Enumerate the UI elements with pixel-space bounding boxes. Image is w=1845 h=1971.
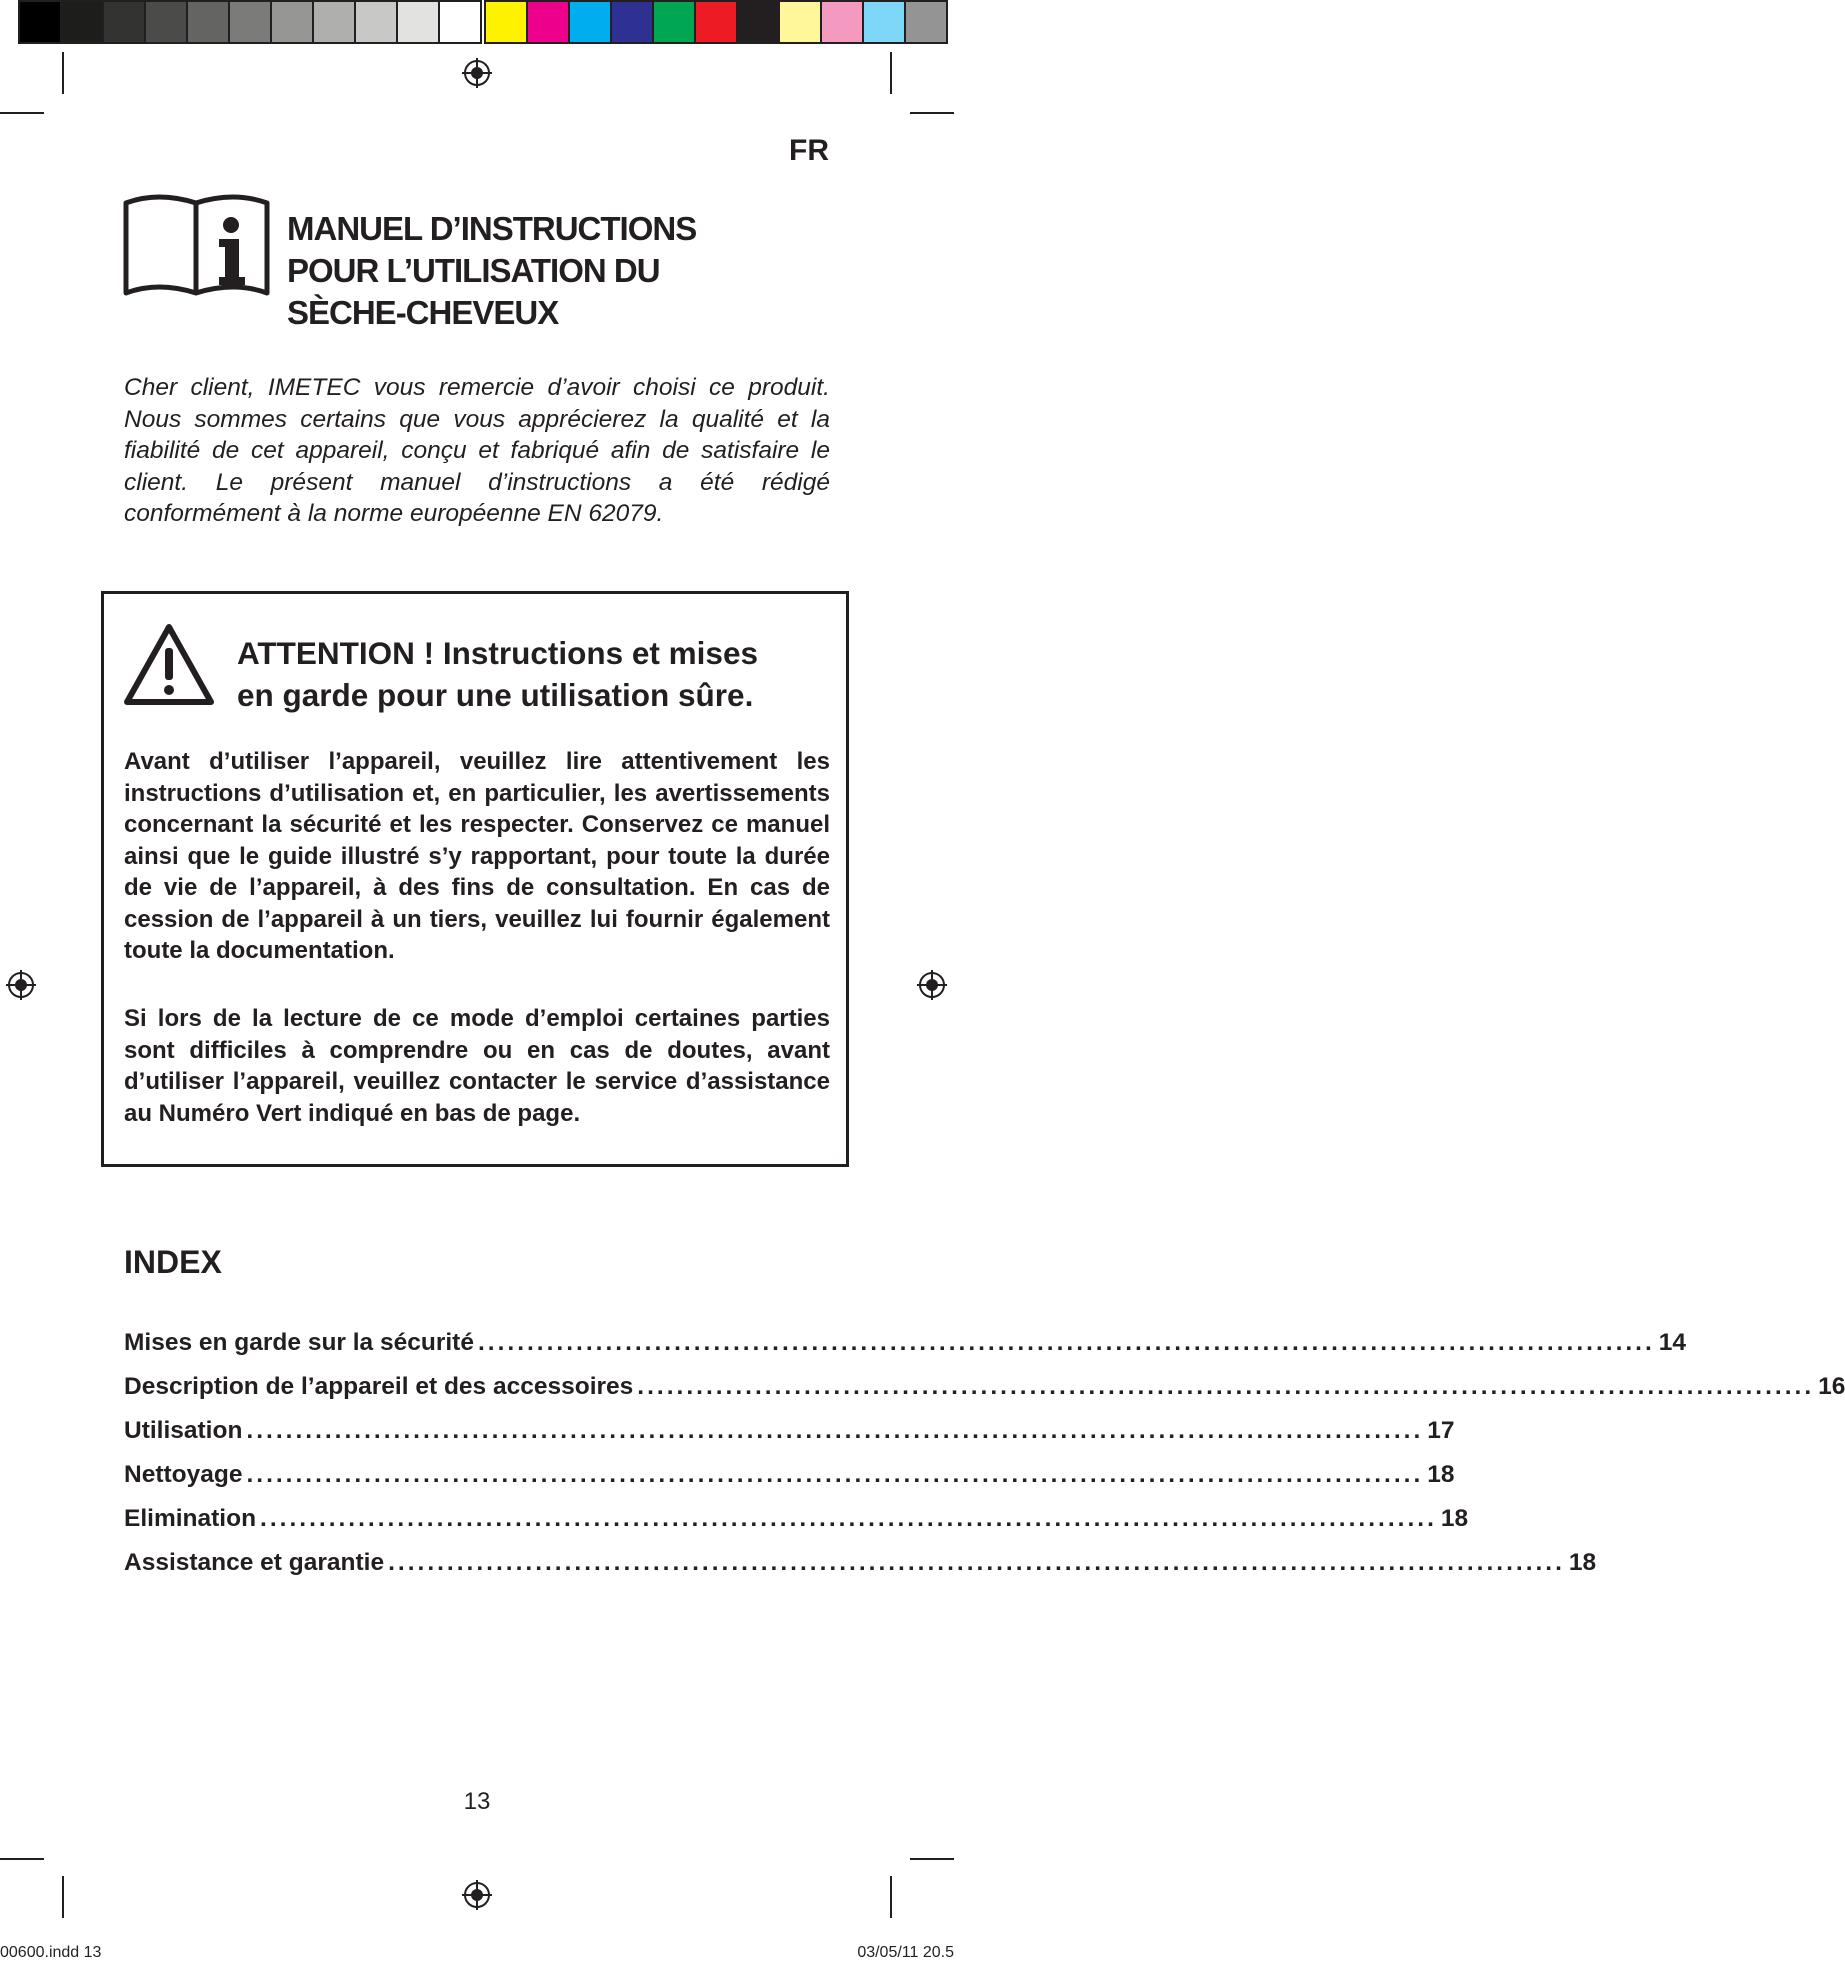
index-heading: INDEX	[124, 1244, 222, 1280]
toc-entry[interactable]	[124, 1505, 1469, 1537]
toc-leader: ........................................................................................................................	[388, 1549, 1565, 1576]
toc-label: Assistance et garantie	[124, 1549, 385, 1576]
file-slug: 00600.indd 13	[0, 1944, 102, 1961]
warning-triangle-icon	[122, 622, 216, 708]
color-swatch	[356, 0, 398, 44]
toc-entry[interactable]	[124, 1329, 1687, 1361]
toc-page: 17	[1427, 1417, 1455, 1444]
warning-paragraph: Avant d’utiliser l’appareil, veuillez lire attentivement les instructions d’utilisation et, en particulier, les avertissements concernant la sécurité et les respecter. Conservez ce manuel ainsi que le guide illustré s’y rapportant, pour toute la durée de vie de l’appareil, à des fins de consultation. En cas de cession de l’appareil à un tiers, veuillez lui fournir également toute la documentation.	[124, 748, 830, 964]
color-swatch	[230, 0, 272, 44]
color-swatch	[864, 0, 906, 44]
toc-page: 14	[1658, 1329, 1687, 1356]
color-swatch	[188, 0, 230, 44]
warning-title-line: ATTENTION ! Instructions et mises	[237, 635, 758, 671]
warning-title-line: en garde pour une utilisation sûre.	[237, 677, 754, 713]
title-line: SÈCHE-CHEVEUX	[287, 294, 559, 331]
color-swatch	[146, 0, 188, 44]
intro-paragraph: Cher client, IMETEC vous remercie d’avoir choisi ce produit. Nous sommes certains que vous apprécierez la qualité et la fiabilité de cet appareil, conçu et fabriqué afin de satisfaire le client. Le présent manuel d’instructions a été rédigé conformément à la norme européenne EN 62079.	[124, 374, 830, 527]
toc-label: Utilisation	[124, 1417, 243, 1444]
trim-mark	[890, 52, 892, 94]
toc-leader: ........................................................................................................................	[246, 1461, 1424, 1488]
toc-page: 18	[1427, 1461, 1455, 1488]
trim-mark	[890, 1876, 892, 1918]
color-swatch	[696, 0, 738, 44]
color-swatch	[906, 0, 948, 44]
toc-entry[interactable]	[124, 1461, 1455, 1493]
trim-mark	[0, 112, 44, 114]
color-swatch	[484, 0, 528, 44]
toc-page: 18	[1440, 1505, 1469, 1532]
trim-mark	[0, 1858, 44, 1860]
date-slug: 03/05/11 20.5	[857, 1944, 954, 1961]
warning-paragraph: Si lors de la lecture de ce mode d’emploi certaines parties sont difficiles à comprendre ou en cas de doutes, avant d’utiliser l’appareil, veuillez contacter le service d’assistance au Numéro Vert indiqué en bas de page.	[124, 1005, 830, 1127]
color-swatch	[314, 0, 356, 44]
info-book-icon	[123, 193, 270, 303]
language-code: FR	[789, 134, 829, 167]
color-swatch	[62, 0, 104, 44]
toc-label: Mises en garde sur la sécurité	[124, 1329, 474, 1356]
color-swatch	[780, 0, 822, 44]
color-swatch	[18, 0, 62, 44]
title-line: POUR L’UTILISATION DU	[287, 252, 660, 289]
registration-mark-icon	[462, 1880, 492, 1910]
toc-leader: ........................................................................................................................	[260, 1505, 1437, 1532]
color-swatch	[822, 0, 864, 44]
color-swatch	[612, 0, 654, 44]
color-swatch	[738, 0, 780, 44]
toc-leader: ........................................................................................................................	[477, 1329, 1655, 1356]
color-swatch	[528, 0, 570, 44]
color-swatch	[654, 0, 696, 44]
color-swatch	[104, 0, 146, 44]
registration-mark-icon	[462, 58, 492, 88]
toc-leader: ........................................................................................................................	[637, 1373, 1815, 1400]
title-line: MANUEL D’INSTRUCTIONS	[287, 210, 697, 247]
toc-label: Elimination	[124, 1505, 257, 1532]
trim-mark	[910, 1858, 954, 1860]
color-swatch	[570, 0, 612, 44]
document-title	[287, 208, 807, 334]
toc-page: 18	[1568, 1549, 1597, 1576]
trim-mark	[62, 1876, 64, 1918]
registration-mark-icon	[917, 970, 947, 1000]
toc-label: Description de l’appareil et des accessoires	[124, 1373, 634, 1400]
toc-label: Nettoyage	[124, 1461, 243, 1488]
trim-mark	[910, 112, 954, 114]
toc-entry[interactable]	[124, 1417, 1455, 1449]
toc-entry[interactable]	[124, 1549, 1597, 1581]
color-swatch	[272, 0, 314, 44]
color-swatch	[398, 0, 440, 44]
color-swatch	[440, 0, 482, 44]
color-calibration-bar-color	[484, 0, 948, 44]
toc-leader: ........................................................................................................................	[246, 1417, 1424, 1444]
toc-page: 16	[1818, 1373, 1845, 1400]
registration-mark-icon	[6, 970, 36, 1000]
trim-mark	[62, 52, 64, 94]
toc-entry[interactable]	[124, 1373, 1845, 1405]
color-calibration-bar-gray	[18, 0, 482, 44]
warning-title	[237, 632, 837, 716]
page-number: 13	[463, 1788, 491, 1815]
